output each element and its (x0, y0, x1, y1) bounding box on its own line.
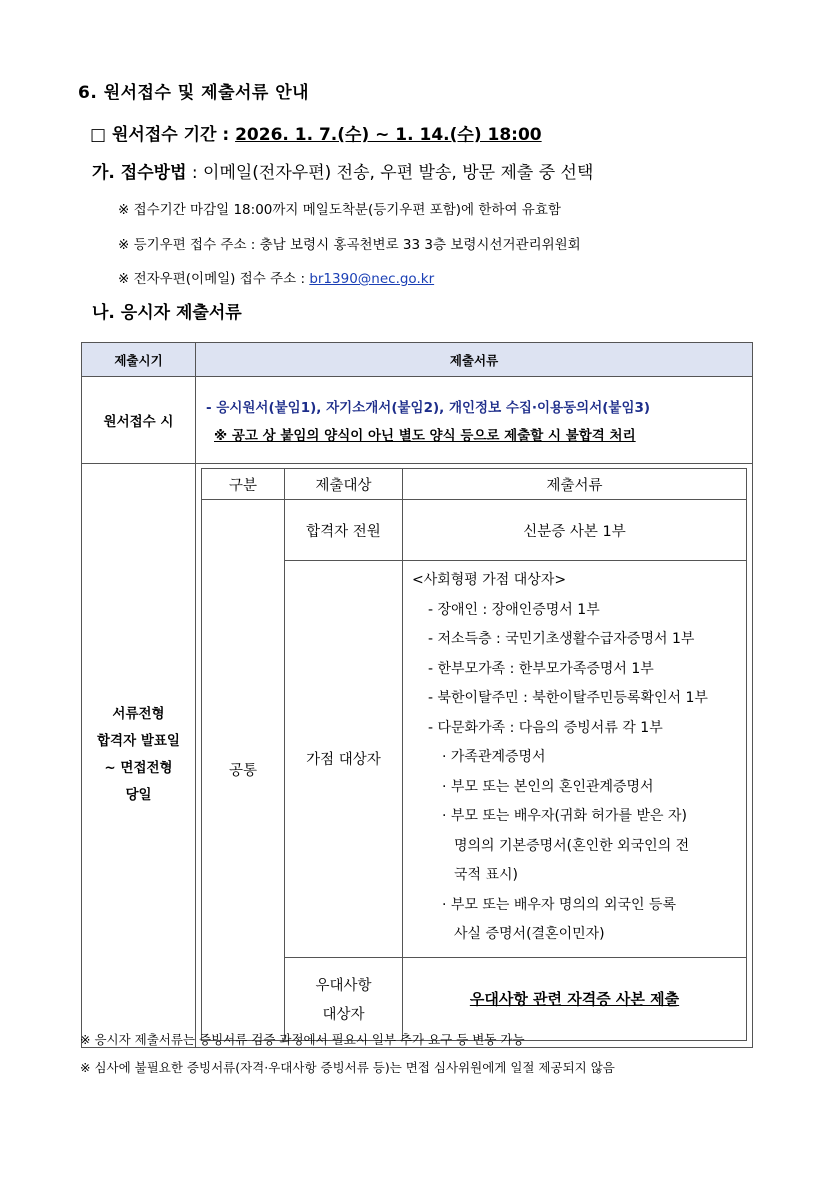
row-application-time: 원서접수 시 (82, 377, 196, 464)
period-value: 2026. 1. 7.(수) ~ 1. 14.(수) 18:00 (235, 125, 542, 145)
bonus-doc-line: - 장애인 : 장애인증명서 1부 (428, 601, 600, 618)
target-preference (285, 957, 403, 1040)
bonus-doc-line: · 부모 또는 배우자 명의의 외국인 등록 (442, 896, 677, 913)
target-all-passers: 합격자 전원 (285, 500, 403, 561)
bonus-doc-line: - 북한이탈주민 : 북한이탈주민등록확인서 1부 (428, 690, 708, 706)
application-method (92, 158, 593, 183)
pref-doc-text: 우대사항 관련 자격증 사본 제출 (469, 990, 680, 1008)
bonus-doc-line: 국적 표시) (454, 867, 519, 883)
email-link[interactable]: br1390@nec.go.kr (309, 271, 435, 287)
subheading-documents: 나. 응시자 제출서류 (92, 303, 242, 323)
bonus-doc-line: · 부모 또는 본인의 혼인관계증명서 (442, 778, 654, 795)
row-stage-time (82, 464, 196, 1048)
application-warning: ※ 공고 상 붙임의 양식이 아닌 별도 양식 등으로 제출할 시 불합격 처리 (214, 428, 636, 444)
bonus-doc-line: - 저소득층 : 국민기초생활수급자증명서 1부 (428, 631, 695, 647)
note-email-label: ※ 전자우편(이메일) 접수 주소 : (118, 271, 310, 287)
target-bonus: 가점 대상자 (285, 561, 403, 958)
note-mail-address: ※ 등기우편 접수 주소 : 충남 보령시 홍곡천변로 33 3층 보령시선거관리위원회 (118, 237, 581, 253)
docs-id-copy: 신분증 사본 1부 (403, 500, 747, 561)
bonus-doc-line: · 부모 또는 배우자(귀화 허가를 받은 자) (442, 808, 687, 824)
note-email (118, 267, 434, 287)
stage-line: ~ 면접전형 (104, 760, 173, 777)
docs-bonus (403, 561, 747, 958)
bonus-doc-line: - 다문화가족 : 다음의 증빙서류 각 1부 (428, 719, 663, 736)
inner-header-target: 제출대상 (285, 469, 403, 500)
documents-table (81, 342, 753, 1048)
pref-target-line: 우대사항 (315, 977, 372, 994)
stage-line: 당일 (125, 787, 152, 804)
docs-preference (403, 957, 747, 1040)
row-stage-docs (196, 464, 753, 1048)
inner-documents-table (201, 468, 747, 1041)
note-deadline: ※ 접수기간 마감일 18:00까지 메일도착분(등기우편 포함)에 한하여 유효함 (118, 202, 561, 218)
pref-target-line: 대상자 (322, 1006, 365, 1023)
header-submission-docs: 제출서류 (196, 343, 753, 377)
section-heading: 6. 원서접수 및 제출서류 안내 (78, 83, 310, 103)
stage-line: 서류전형 (112, 706, 165, 723)
category-common: 공통 (202, 500, 285, 1041)
bonus-doc-line: - 한부모가족 : 한부모가족증명서 1부 (428, 660, 654, 677)
footnote-variation: ※ 응시자 제출서류는 증빙서류 검증 과정에서 필요시 일부 추가 요구 등 변동 가능 (80, 1032, 525, 1047)
row-application-docs (196, 377, 753, 464)
application-docs-list: - 응시원서(붙임1), 자기소개서(붙임2), 개인정보 수집·이용동의서(붙임3) (206, 400, 651, 416)
method-label: 가. 접수방법 (92, 163, 187, 183)
period-label: □ 원서접수 기간 : (90, 125, 230, 145)
bonus-doc-line: 사실 증명서(결혼이민자) (454, 926, 605, 942)
bonus-doc-line: · 가족관계증명서 (442, 749, 546, 765)
inner-header-docs: 제출서류 (403, 469, 747, 500)
bonus-doc-line: 명의의 기본증명서(혼인한 외국인의 전 (454, 837, 690, 854)
stage-line: 합격자 발표일 (97, 733, 180, 750)
footnote-confidential: ※ 심사에 불필요한 증빙서류(자격·우대사항 증빙서류 등)는 면접 심사위원에게 일절 제공되지 않음 (80, 1060, 615, 1075)
header-submission-time: 제출시기 (82, 343, 196, 377)
method-value: : 이메일(전자우편) 전송, 우편 발송, 방문 제출 중 선택 (186, 163, 594, 183)
inner-header-category: 구분 (202, 469, 285, 500)
application-period (90, 120, 542, 145)
bonus-doc-line: <사회형평 가점 대상자> (412, 572, 567, 588)
